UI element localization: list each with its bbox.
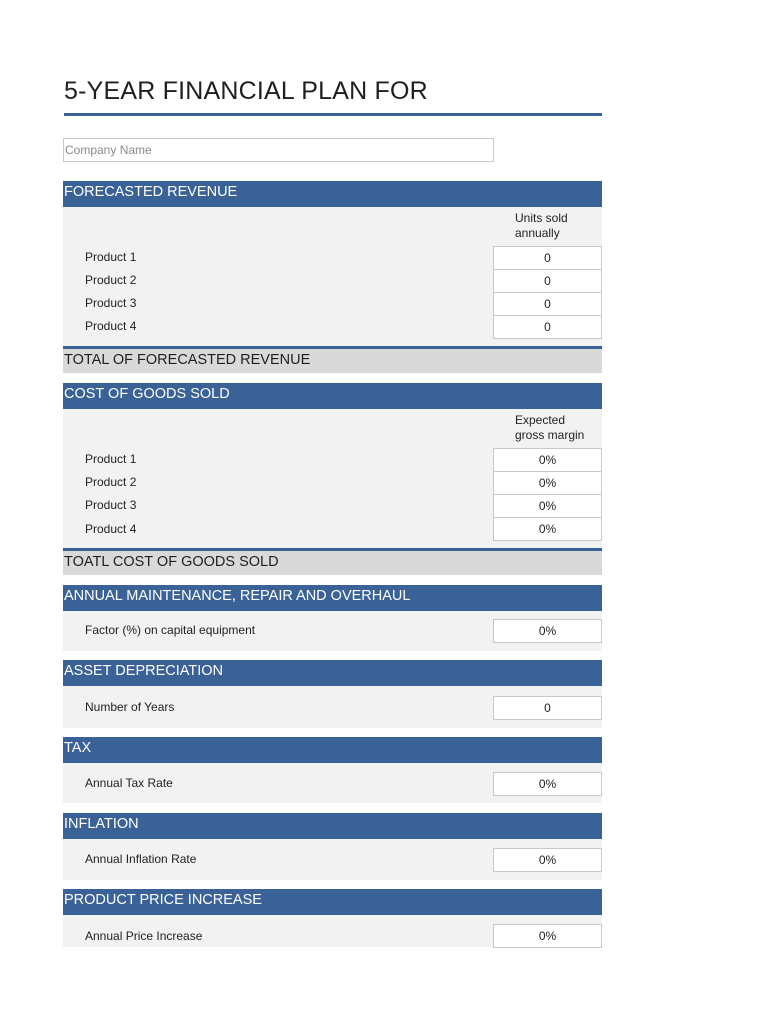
annual-inflation-rate-label: Annual Inflation Rate [85,852,197,866]
product-price-increase-header: PRODUCT PRICE INCREASE [63,889,602,915]
revenue-product-3-units[interactable]: 0 [493,292,602,316]
page-title: 5-YEAR FINANCIAL PLAN FOR [64,77,428,105]
number-of-years-label: Number of Years [85,700,175,714]
revenue-product-1-units[interactable]: 0 [493,246,602,270]
cogs-row-label: Product 3 [85,498,137,512]
cost-of-goods-sold-header: COST OF GOODS SOLD [63,383,602,409]
cogs-product-1-margin[interactable]: 0% [493,448,602,472]
annual-tax-rate-input[interactable]: 0% [493,772,602,796]
total-cost-of-goods-sold: TOATL COST OF GOODS SOLD [63,548,602,575]
column-header-line: Expected [515,413,566,427]
revenue-product-2-units[interactable]: 0 [493,269,602,293]
annual-inflation-rate-input[interactable]: 0% [493,848,602,872]
column-header-line: gross margin [515,428,585,442]
cogs-row-label: Product 1 [85,452,137,466]
revenue-row-label: Product 3 [85,296,137,310]
cogs-row-label: Product 4 [85,522,137,536]
cogs-row-label: Product 2 [85,475,137,489]
cogs-product-3-margin[interactable]: 0% [493,494,602,518]
revenue-product-4-units[interactable]: 0 [493,315,602,339]
forecasted-revenue-header: FORECASTED REVENUE [63,181,602,207]
column-header-line: annually [515,226,560,240]
company-name-input[interactable] [63,138,494,162]
revenue-row-label: Product 4 [85,319,137,333]
title-divider [64,113,602,116]
annual-price-increase-label: Annual Price Increase [85,929,203,943]
units-sold-column-header [515,211,568,241]
maintenance-header: ANNUAL MAINTENANCE, REPAIR AND OVERHAUL [63,585,602,611]
asset-depreciation-header: ASSET DEPRECIATION [63,660,602,686]
total-forecasted-revenue: TOTAL OF FORECASTED REVENUE [63,346,602,373]
inflation-header: INFLATION [63,813,602,839]
maintenance-factor-input[interactable]: 0% [493,619,602,643]
cogs-product-4-margin[interactable]: 0% [493,517,602,541]
revenue-row-label: Product 2 [85,273,137,287]
gross-margin-column-header [515,413,584,443]
cogs-product-2-margin[interactable]: 0% [493,471,602,495]
maintenance-factor-label: Factor (%) on capital equipment [85,623,256,637]
number-of-years-input[interactable]: 0 [493,696,602,720]
annual-tax-rate-label: Annual Tax Rate [85,776,173,790]
tax-header: TAX [63,737,602,763]
column-header-line: Units sold [515,211,568,225]
annual-price-increase-input[interactable]: 0% [493,924,602,948]
revenue-row-label: Product 1 [85,250,137,264]
